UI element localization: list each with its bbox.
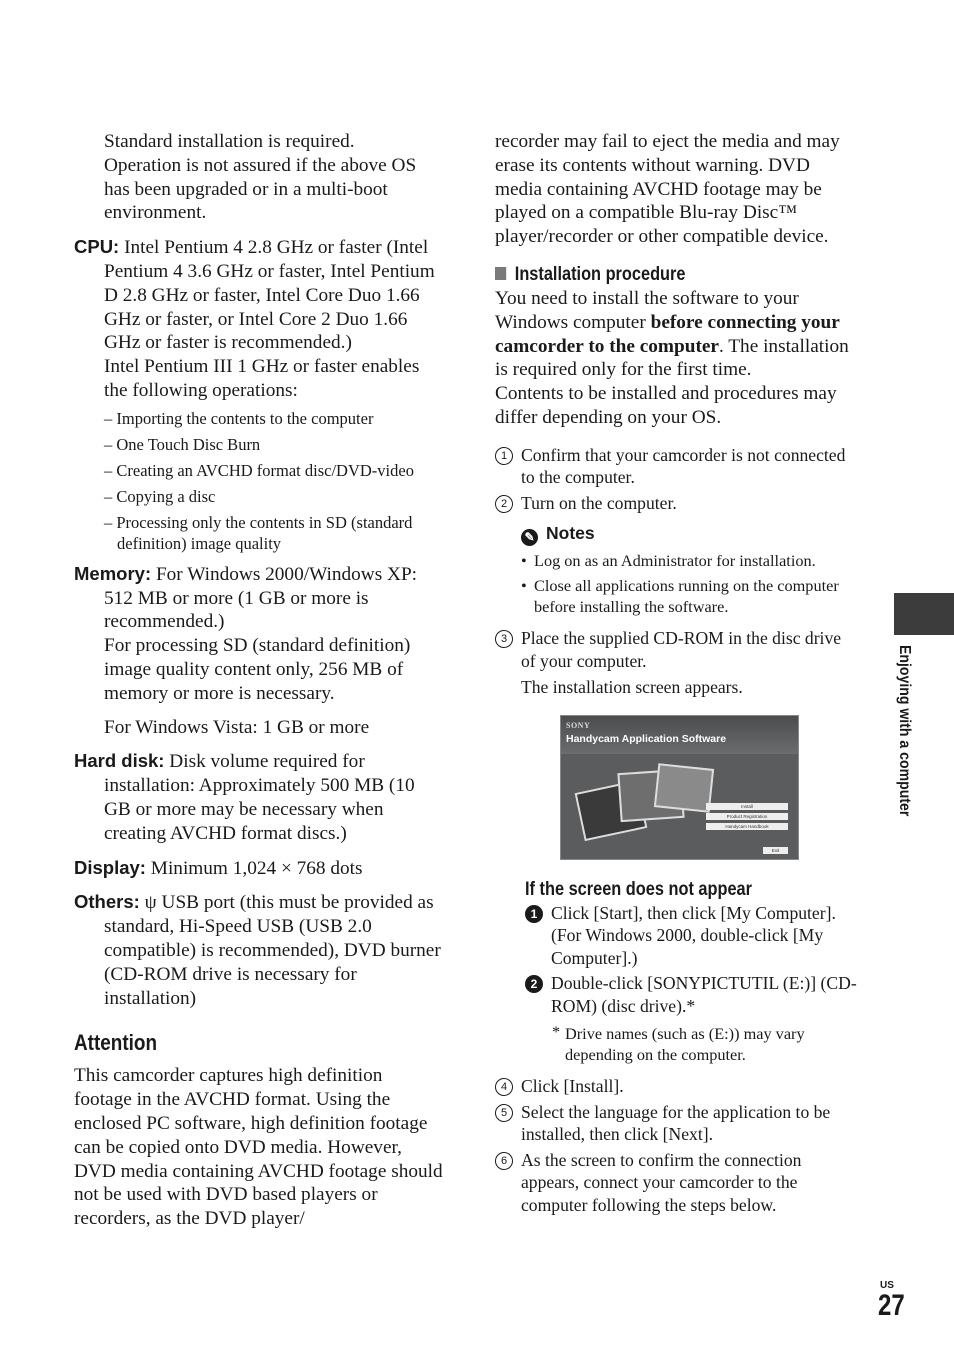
step-3 [495,627,860,672]
screenshot-install-button: Install [706,803,788,810]
page-region: US [880,1280,894,1291]
attention-continued: recorder may fail to eject the media and may erase its contents without warning. DVD media containing AVCHD footage may be played on a compatible Blu-ray Disc™ player/recorder or other compatible device. [495,131,840,248]
cpu-operation: – Processing only the contents in SD (standard definition) image quality [104,512,413,553]
step-text: As the screen to confirm the connection appears, connect your camcorder to the computer following the steps below. [521,1149,802,1215]
os-note-line: Standard installation is required. [104,131,355,152]
os-note-line: has been upgraded or in a multi-boot [104,178,388,200]
no-screen-step-1 [525,902,860,970]
memory-vista: For Windows Vista: 1 GB or more [104,716,370,738]
step-number: 4 [495,1078,513,1096]
left-column [74,130,444,1231]
step-5 [495,1101,860,1146]
attention-text: This camcorder captures high definition footage in the AVCHD format. Using the enclosed PC software, high definition footage can be copied onto DVD media. However, DVD media containing AVCHD footage should not be used with DVD based players or recorders, as the DVD player/ [74,1065,443,1230]
notes-heading [495,522,860,546]
step-text: Confirm that your camcorder is not connected to the computer. [521,444,846,488]
no-screen-section [495,878,860,1018]
step-number: 6 [495,1152,513,1170]
memory-requirement [74,562,444,634]
step-text: Double-click [SONYPICTUTIL (E:)] (CD-ROM) (disc drive).* [551,973,857,1016]
os-note [74,130,444,225]
cpu-operation: – Copying a disc [104,486,216,506]
cpu-operation: – Creating an AVCHD format disc/DVD-video [104,460,414,480]
os-note-line: environment. [104,202,207,224]
step-text: Select the language for the application to be installed, then click [Next]. [521,1101,831,1145]
installation-screenshot [560,715,799,860]
screenshot-app-title: Handycam Application Software [566,732,727,745]
harddisk-term: Hard disk: [74,750,165,772]
others-text: USB port (this must be provided as standard, Hi-Speed USB (USB 2.0 compatible) is recommended), DVD burner (CD-ROM drive is necessary for installation) [104,892,441,1009]
display-term: Display: [74,856,146,878]
step-number: 2 [495,495,513,513]
screenshot-exit-button: Exit [763,847,788,854]
cpu-operation: – One Touch Disc Burn [104,434,261,454]
step-6 [495,1149,860,1217]
step-3-result: The installation screen appears. [521,677,743,698]
intro-text-end: . The installation is required only for the first time. [495,335,849,381]
attention-heading: Attention [74,1030,158,1056]
notes-icon: ✎ [521,529,538,546]
memory-extra: For processing SD (standard definition) image quality content only, 256 MB of memory or more is necessary. [104,635,411,704]
footnote-mark: * [552,1022,561,1042]
harddisk-requirement [74,749,444,845]
intro-emphasis: before connecting your camcorder to the computer [495,311,840,357]
step-1 [495,444,860,489]
cpu-text: Intel Pentium 4 2.8 GHz or faster (Intel Pentium 4 3.6 GHz or faster, Intel Pentium D 2.8 GHz or faster, Intel Core Duo 1.66 GHz or faster, or Intel Core 2 Duo 1.66 GHz or faster is recommended.) [104,237,435,354]
harddisk-text: Disk volume required for installation: Approximately 500 MB (10 GB or more may be necessary when creating AVCHD format discs.) [104,751,415,844]
step-number: 5 [495,1104,513,1122]
display-requirement [74,856,444,881]
note-text: Log on as an Administrator for installation. [534,551,816,571]
page-number: 27 [878,1289,905,1322]
step-text: Turn on the computer. [521,492,677,513]
intro-text: You need to install the software to your Windows computer [495,287,799,333]
memory-text: For Windows 2000/Windows XP: 512 MB or more (1 GB or more is recommended.) [104,563,418,633]
step-number: 1 [495,447,513,465]
cpu-requirement [74,235,444,355]
step-number: 1 [525,905,543,923]
cpu-extra: Intel Pentium III 1 GHz or faster enables the following operations: [104,356,420,401]
step-text: Click [Start], then click [My Computer]. (For Windows 2000, double-click [My Computer].) [551,902,836,968]
step-2 [495,492,860,515]
right-column [495,130,860,1216]
installation-intro [495,287,860,382]
step-text: Click [Install]. [521,1076,624,1097]
installation-heading [495,263,809,287]
footnote [495,1023,860,1065]
note-item: • Close all applications running on the computer before installing the software. [521,576,839,617]
chapter-label [895,645,919,905]
installation-os-note: Contents to be installed and procedures may differ depending on your OS. [495,383,837,428]
chapter-label-text: Enjoying with a computer [896,645,913,817]
installation-title: Installation procedure [514,263,686,285]
usb-icon: ψ [144,892,157,914]
notes-title: Notes [546,523,595,544]
no-screen-heading: If the screen does not appear [525,878,753,900]
note-text: Close all applications running on the computer before installing the software. [534,576,839,617]
step-number: 2 [525,975,543,993]
memory-term: Memory: [74,562,152,584]
display-text: Minimum 1,024 × 768 dots [150,857,363,879]
screenshot-registration-button: Product Registration [706,813,788,820]
no-screen-step-2 [525,972,860,1017]
cpu-operation: – Importing the contents to the computer [104,408,374,428]
footnote-text: Drive names (such as (E:)) may vary depending on the computer. [565,1024,805,1065]
screenshot-brand: SONY [566,720,591,730]
others-term: Others: [74,891,140,913]
step-4 [495,1075,860,1098]
step-number: 3 [495,630,513,648]
square-bullet-icon [495,267,506,280]
step-text: Place the supplied CD-ROM in the disc drive of your computer. [521,628,842,671]
screenshot-handbook-button: Handycam Handbook [706,823,788,830]
os-note-line: Operation is not assured if the above OS [104,154,417,176]
others-requirement [74,890,444,1010]
cpu-term: CPU: [74,236,120,258]
note-item: • Log on as an Administrator for installation. [521,551,816,571]
chapter-tab [894,593,954,635]
